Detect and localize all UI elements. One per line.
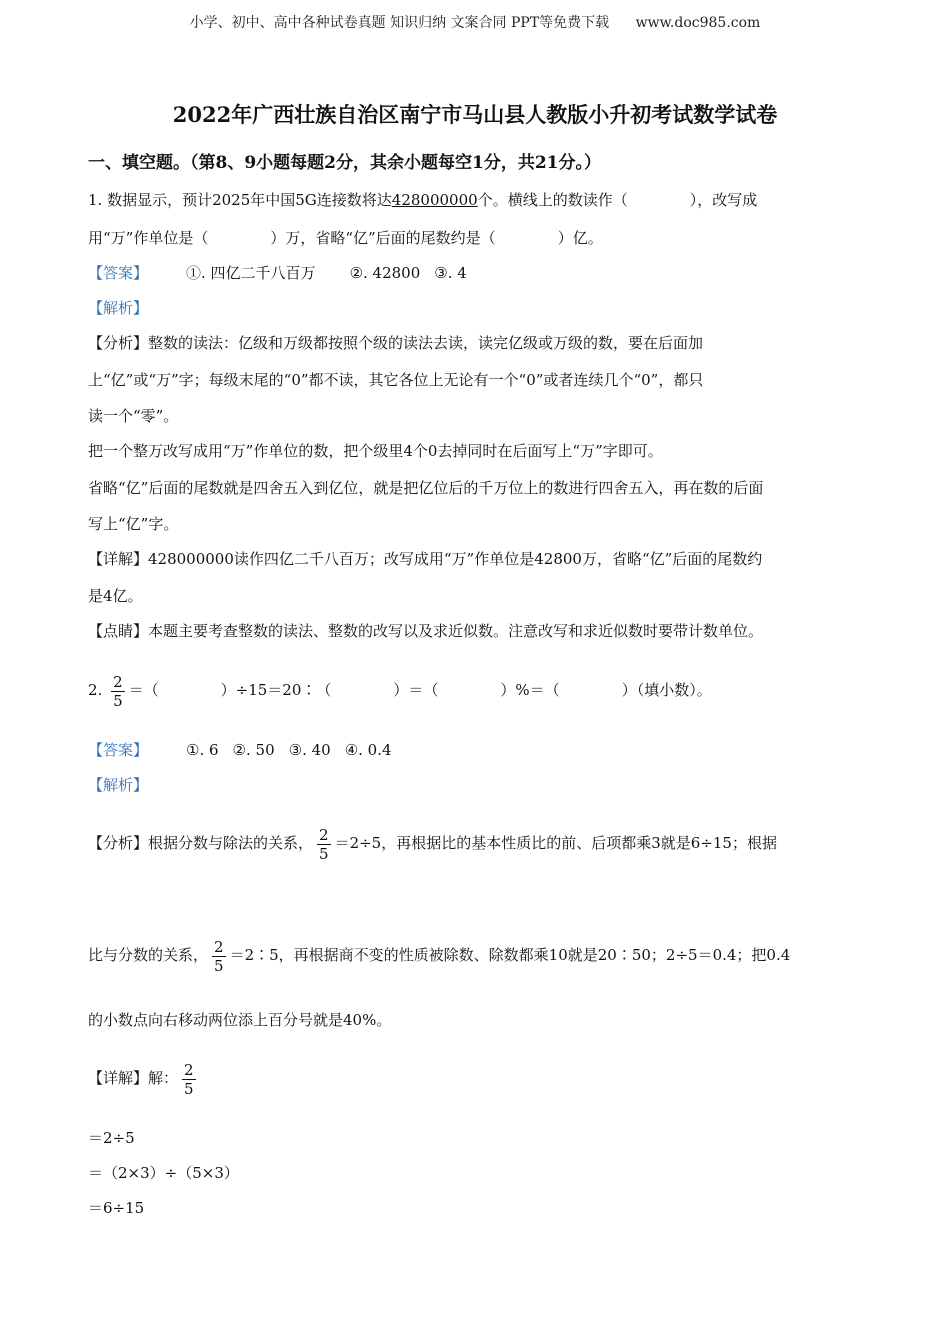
underlined-number: 428000000 <box>391 191 478 209</box>
q2-step-1: ＝2÷5 <box>88 1129 135 1147</box>
q2-detail: 【详解】解： $\frac{2}{5}$ <box>88 1060 194 1098</box>
q2-jiexi-tag: 【解析】 <box>88 776 149 794</box>
q1-point: 【点睛】本题主要考查整数的读法、整数的改写以及求近似数。注意改写和求近似数时要带计数单位。 <box>88 622 764 640</box>
q1-line1: 1. 数据显示，预计2025年中国5G连接数将达428000000个。横线上的数读作（ ），改写成 <box>88 191 758 209</box>
q1-answer: 【答案】 ①. 四亿二千八百万 ②. 42800 ③. 4 <box>88 264 467 282</box>
q2-analysis-2: 比与分数的关系， $\frac{2}{5}$ ＝2∶5，再根据商不变的性质被除数、除数都乘10就是20∶50；2÷5＝0.4；把0.4 <box>88 937 791 975</box>
page-title: 2022年广西壮族自治区南宁市马山县人教版小升初考试数学试卷 <box>172 102 778 127</box>
q1-analysis-5: 省略“亿”后面的尾数就是四舍五入到亿位，就是把亿位后的千万位上的数进行四舍五入，再在数的后面 <box>88 479 764 497</box>
q2-analysis-3: 的小数点向右移动两位添上百分号就是40%。 <box>88 1011 392 1029</box>
q1-analysis-1: 【分析】整数的读法：亿级和万级都按照个级的读法去读，读完亿级或万级的数，要在后面加 <box>88 334 704 352</box>
q1-analysis-3: 读一个“零”。 <box>88 407 179 425</box>
answer-tag: 【答案】 <box>88 741 149 759</box>
header-text: 小学、初中、高中各种试卷真题 知识归纳 文案合同 PPT等免费下载 <box>189 15 610 31</box>
q2-analysis-1: 【分析】根据分数与除法的关系， $\frac{2}{5}$ ＝2÷5，再根据比的基本性质比的前、后项都乘3就是6÷15；根据 <box>88 825 777 863</box>
q2-step-2: ＝（2×3）÷（5×3） <box>88 1164 239 1182</box>
q1-jiexi-tag: 【解析】 <box>88 299 149 317</box>
fraction: $\frac{2}{5}$ <box>319 825 329 863</box>
q1-analysis-2: 上“亿”或“万”字；每级末尾的“0”都不读，其它各位上无论有一个“0”或者连续几个“0”，都只 <box>88 371 704 389</box>
q2-step-3: ＝6÷15 <box>88 1199 145 1217</box>
q1-line2: 用“万”作单位是（ ）万，省略“亿”后面的尾数约是（ ）亿。 <box>88 229 603 247</box>
q1-analysis-4: 把一个整万改写成用“万”作单位的数，把个级里4个0去掉同时在后面写上“万”字即可。 <box>88 442 663 460</box>
q1-detail-2: 是4亿。 <box>88 587 143 605</box>
q1-analysis-6: 写上“亿”字。 <box>88 515 179 533</box>
fraction: $\frac{2}{5}$ <box>214 937 224 975</box>
section-heading: 一、填空题。（第8、9小题每题2分，其余小题每空1分，共21分。） <box>88 153 601 173</box>
answer-tag: 【答案】 <box>88 264 149 282</box>
q1-detail-1: 【详解】428000000读作四亿二千八百万；改写成用“万”作单位是42800万，省略“亿”后面的尾数约 <box>88 550 763 568</box>
page-header <box>0 12 950 32</box>
q2-answer: 【答案】 ①. 6 ②. 50 ③. 40 ④. 0.4 <box>88 741 392 759</box>
fraction: $\frac{2}{5}$ <box>113 672 123 710</box>
q2-question: 2. $\frac{2}{5}$ ＝（ ）÷15＝20∶（ ）＝（ ）%＝（ ）（填小数）。 <box>88 672 712 710</box>
fraction: $\frac{2}{5}$ <box>184 1060 194 1098</box>
header-url[interactable]: www.doc985.com <box>635 15 761 31</box>
